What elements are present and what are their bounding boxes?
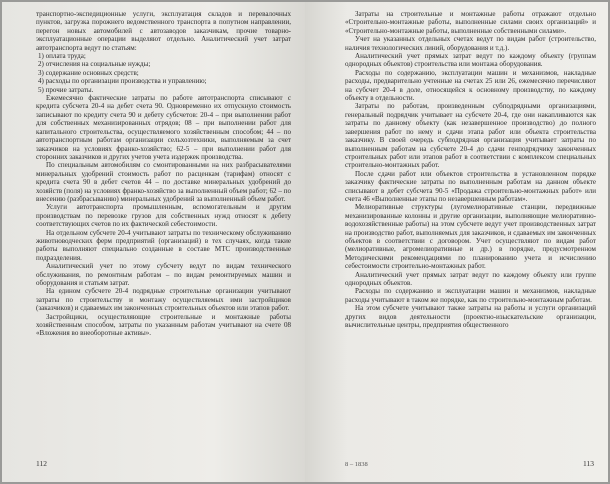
left-page (2, 2, 305, 482)
paragraph: На отдельном субсчете 20-4 учитывают затраты по техническому обслуживанию животноводческих ферм предприятий (организаций) в тех случаях, когда такие работы выполняют специально созданные в составе МТС производственные подразделения. (36, 228, 291, 262)
right-page-number: 113 (583, 459, 594, 468)
paragraph: Расходы по содержанию и эксплуатации машин и механизмов, накладные расходы учитывают в таком же порядке, как по строительно-монтажным работам. (345, 287, 596, 304)
list-item: 5) прочие затраты. (38, 85, 94, 94)
paragraph: Затраты на строительные и монтажные работы отражают отдельно «Строительно-монтажные работы, выполненные силами своих организаций» и «Строительно-монтажные работы, выполненные собственными силами». (345, 10, 596, 35)
paragraph: Аналитический учет прямых затрат ведут по каждому объекту или группе однородных объектов. (345, 270, 596, 287)
paragraph: Аналитический учет прямых затрат ведут по каждому объекту (группам однородных объектов) строительства или монтажа оборудования. (345, 52, 596, 69)
list-item: 1) оплата труда; (38, 52, 86, 61)
book-spread (2, 2, 608, 482)
paragraph: На едином субсчете 20-4 подрядные строительные организации учитывают затраты по строительству и монтажу осуществляемых ими застройщиков (заказчиков) и сдаваемых им законченных строительных объектов или этапов работ. (36, 287, 291, 313)
paragraph: Аналитический учет по этому субсчету ведут по видам технического обслуживания, по ремонтным работам – по видам ремонтируемых машин и оборудования и статьям затрат. (36, 262, 291, 287)
paragraph: Услуги автотранспорта промышленным, вспомогательным и другим производствам по перевозке грузов для собственных нужд относят к дебету соответствующих счетов по их фактической себестоимости. (36, 203, 291, 229)
paragraph: После сдачи работ или объектов строительства в установленном порядке заказчику фактические затраты по выполненным работам на данном объекте списывают в дебет субсчета 90-5 «Продажа строительно-монтажных работ» или счета 46 «Выполненные этапы по незавершенным работам». (345, 169, 596, 203)
paragraph: Учет на указанных отдельных счетах ведут по видам работ (строительство, наличия технологических линий, оборудования и т.д.). (345, 35, 596, 52)
left-page-number: 112 (36, 459, 47, 468)
paragraph: Ежемесячно фактические затраты по работе автотранспорта списывают с кредита субсчета 20-4 на дебет счета 90. Одновременно их отпускную стоимость записывают по кредиту счета 90 и дебету субсчетов: 20-4 – при выполнении работ для собственных механизированных отрядов; 08 – при выполнении работ для капитального строительства, осуществляемого хозяйственным способом; 44 – по автотранспортным работам организации сельхозтехники, выполняемым за счет заказчиков на условиях франко-хозяйство; 62-5 – при выполнении работ для сторонних заказчиков и других учетов учета издержек производства. (36, 94, 291, 161)
paragraph: транспортно-экспедиционные услуги, эксплуатация складов и перевалочных пунктов, загрузка порожнего ведомственного транспорта в попутном направлении, перегон новых автомобилей с автозаводов заказчикам, прочие товарно-эксплуатационные операции выделяют отдельно. Аналитический учет затрат автотранспорта ведут по статьям: (36, 10, 291, 52)
paragraph: Застройщики, осуществляющие строительные и монтажные работы хозяйственным способом, затраты по указанным работам учитывают на счете 08 «Вложения во внеоборотные активы». (36, 312, 291, 338)
paragraph: Расходы по содержанию, эксплуатации машин и механизмов, накладные расходы, предварительно учтенные на счетах 25 или 26, ежемесячно перечисляют на субсчет 20-4 в доле, относящейся к основному производству, по каждому объекту в отдельности. (345, 68, 596, 103)
left-page-text (36, 10, 291, 458)
right-page (305, 2, 608, 482)
paragraph: Затраты по работам, произведенным субподрядными организациями, генеральный подрядчик учитывает на субсчете 20-4, где они накапливаются как затраты по данному объекту (как незавершенное производство) до полного завершения работ по нему и сдачи этапа работ или объекта строительства заказчику. В своей очередь субподрядная организация учитывает затраты по выполненным работам на субсчете 20-4 до сдачи генподрядчику законченных строительных работ или этапов работ в соответствии с комплексом специальных строительно-монтажных работ. (345, 102, 596, 170)
list-item: 4) расходы по организации производства и управлению; (38, 77, 207, 86)
list-item: 3) содержание основных средств; (38, 68, 139, 77)
paragraph: По специальным автомобилям со смонтированными на них разбрасывателями минеральных удобрений стоимость работ по расценкам (тарифам) относят с кредита счета 90 в дебет счетов 44 – по доставке минеральных удобрений до хозяйств (поля) на условиях франко-хозяйство за выполненный объем работ; 62 – по внесению (разбрасыванию) минеральных удобрений за выполненный объем работ. (36, 161, 291, 203)
signature-mark: 8 – 1838 (345, 461, 368, 468)
paragraph: На этом субсчете учитывают также затраты на работы и услуги организаций других видов деятельности (проектно-изыскательские организации, вычислительные центры, предприятия общественного (345, 304, 596, 330)
list-item: 2) отчисления на социальные нужды; (38, 60, 151, 69)
paragraph: Мелиоративные структуры (лугомелиоративные станции, передвижные механизированные колонны и другие организации, выполняющие мелиоративно-водохозяйственные работы) на этом субсчете ведут учет производственных затрат на производство работ, выполняемых для заказчиков, и сдаваемых им законченных объектов в соответствии с договором. Учет осуществляют по видам работ (мелиоративные, агромелиоративные и др.) в порядке, предусмотренном Методическими рекомендациями по планированию учета и исчислению себестоимости строительно-монтажных работ. (345, 203, 596, 271)
right-page-text (345, 10, 596, 458)
